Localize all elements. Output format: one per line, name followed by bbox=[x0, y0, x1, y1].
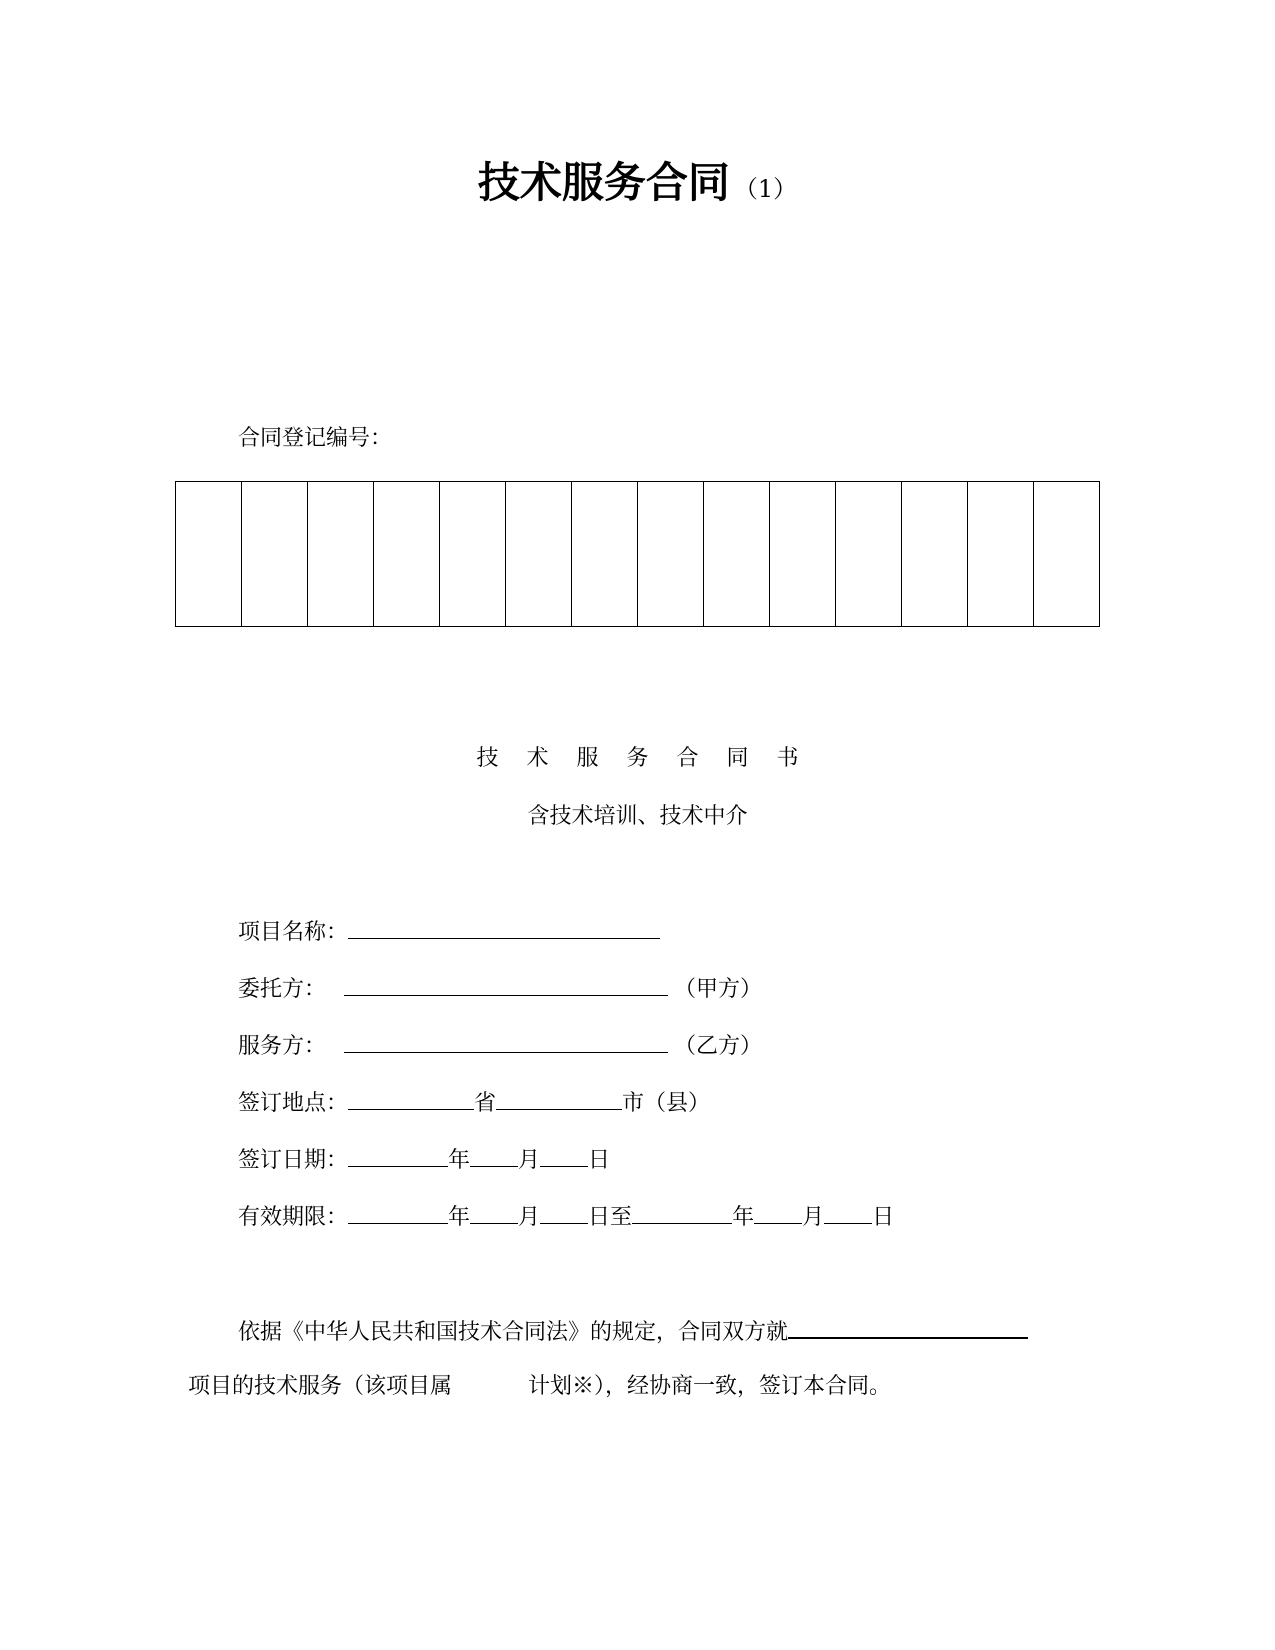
registration-cell-10[interactable] bbox=[770, 482, 836, 627]
province-label: 省 bbox=[474, 1091, 497, 1116]
body-line-2-text-b: 计划※），经协商一致，签订本合同。 bbox=[528, 1374, 892, 1399]
registration-number-grid bbox=[175, 481, 1100, 627]
body-line-2 bbox=[188, 1372, 891, 1402]
project-name-row bbox=[238, 916, 660, 948]
city-label: 市（县） bbox=[622, 1091, 711, 1116]
end-day-label: 日 bbox=[872, 1205, 895, 1230]
province-blank[interactable] bbox=[348, 1087, 474, 1110]
start-month-blank[interactable] bbox=[470, 1201, 518, 1224]
document-title bbox=[0, 150, 1275, 210]
contract-book-subheading: 含技术培训、技术中介 bbox=[527, 804, 748, 829]
sign-year-blank[interactable] bbox=[348, 1144, 448, 1167]
start-to-label: 日至 bbox=[588, 1205, 633, 1230]
body-line-1-text: 依据《中华人民共和国技术合同法》的规定，合同双方就 bbox=[238, 1320, 789, 1345]
body-line-2-text-a: 项目的技术服务（该项目属 bbox=[188, 1374, 453, 1399]
provider-blank[interactable] bbox=[344, 1030, 668, 1053]
sign-month-label: 月 bbox=[518, 1148, 541, 1173]
city-blank[interactable] bbox=[496, 1087, 622, 1110]
registration-cell-2[interactable] bbox=[242, 482, 308, 627]
sign-day-label: 日 bbox=[588, 1148, 611, 1173]
title-number: （1） bbox=[733, 175, 798, 203]
client-row bbox=[238, 973, 762, 1005]
registration-cell-9[interactable] bbox=[704, 482, 770, 627]
client-blank[interactable] bbox=[344, 973, 668, 996]
registration-cell-1[interactable] bbox=[176, 482, 242, 627]
end-month-label: 月 bbox=[802, 1205, 825, 1230]
registration-cell-5[interactable] bbox=[440, 482, 506, 627]
registration-cell-8[interactable] bbox=[638, 482, 704, 627]
signing-date-row bbox=[238, 1144, 610, 1176]
project-subject-blank[interactable] bbox=[788, 1315, 1028, 1339]
registration-cell-13[interactable] bbox=[968, 482, 1034, 627]
registration-cell-4[interactable] bbox=[374, 482, 440, 627]
end-year-label: 年 bbox=[732, 1205, 755, 1230]
signing-place-row bbox=[238, 1087, 710, 1119]
sign-year-label: 年 bbox=[448, 1148, 471, 1173]
registration-cell-3[interactable] bbox=[308, 482, 374, 627]
registration-cell-7[interactable] bbox=[572, 482, 638, 627]
provider-suffix: （乙方） bbox=[674, 1034, 763, 1059]
registration-row bbox=[176, 482, 1100, 627]
sign-day-blank[interactable] bbox=[540, 1144, 588, 1167]
body-line-1 bbox=[238, 1315, 1028, 1348]
end-month-blank[interactable] bbox=[754, 1201, 802, 1224]
project-name-label: 项目名称： bbox=[238, 920, 349, 945]
client-label: 委托方： bbox=[238, 977, 327, 1002]
signing-date-label: 签订日期： bbox=[238, 1148, 349, 1173]
provider-label: 服务方： bbox=[238, 1034, 327, 1059]
start-day-blank[interactable] bbox=[540, 1201, 588, 1224]
registration-cell-11[interactable] bbox=[836, 482, 902, 627]
signing-place-label: 签订地点： bbox=[238, 1091, 349, 1116]
registration-cell-14[interactable] bbox=[1034, 482, 1100, 627]
validity-row bbox=[238, 1201, 894, 1233]
client-suffix: （甲方） bbox=[674, 977, 763, 1002]
start-year-blank[interactable] bbox=[348, 1201, 448, 1224]
title-main: 技术服务合同 bbox=[477, 158, 730, 207]
sign-month-blank[interactable] bbox=[470, 1144, 518, 1167]
end-day-blank[interactable] bbox=[824, 1201, 872, 1224]
registration-cell-12[interactable] bbox=[902, 482, 968, 627]
end-year-blank[interactable] bbox=[632, 1201, 732, 1224]
validity-label: 有效期限： bbox=[238, 1205, 349, 1230]
start-year-label: 年 bbox=[448, 1205, 471, 1230]
contract-book-heading: 技术服务合同书 bbox=[476, 746, 827, 771]
project-name-blank[interactable] bbox=[348, 916, 660, 939]
registration-label: 合同登记编号： bbox=[238, 426, 393, 451]
provider-row bbox=[238, 1030, 762, 1062]
registration-cell-6[interactable] bbox=[506, 482, 572, 627]
start-month-label: 月 bbox=[518, 1205, 541, 1230]
